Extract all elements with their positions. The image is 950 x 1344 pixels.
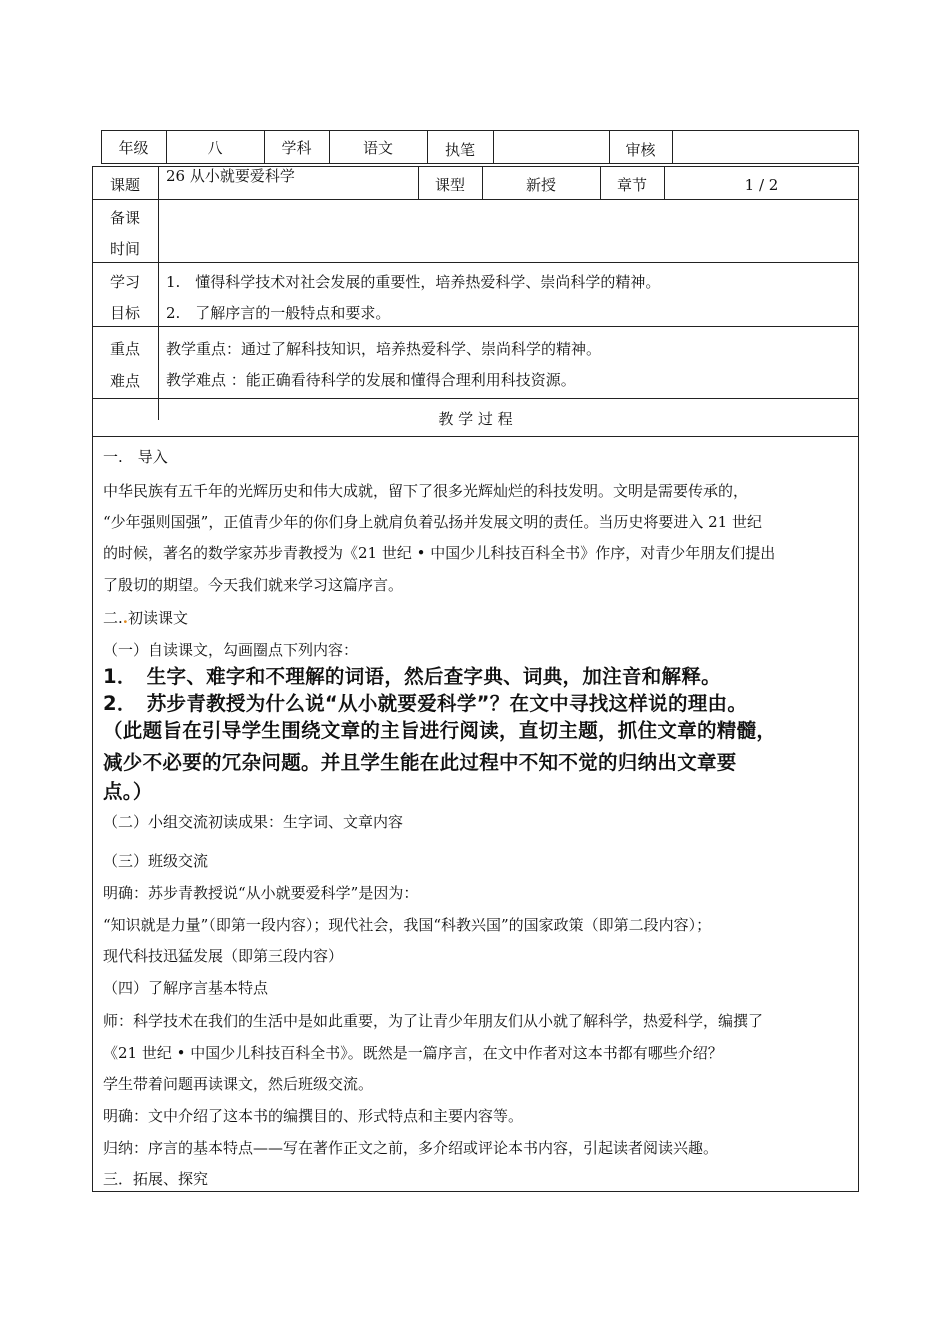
bold-line: 1． 生字、难字和不理解的词语，然后查字典、词典，加注音和解释。 (103, 665, 721, 688)
key-point-item: 教学难点 ：能正确看待科学的发展和懂得合理利用科技资源。 (166, 371, 576, 389)
divider (92, 326, 859, 327)
sub-heading: （一）自读课文，勾画圈点下列内容： (103, 641, 359, 659)
paragraph-line: 师：科学技术在我们的生活中是如此重要，为了让青少年朋友们从小就了解科学，热爱科学，编撰了 (103, 1012, 764, 1030)
prep-time-label-1: 备课 (109, 208, 140, 227)
author-label: 执笔 (444, 140, 475, 159)
section-number: 二. (103, 609, 123, 627)
objective-item: 2. 了解序言的一般特点和要求。 (166, 304, 391, 322)
paragraph-line: 现代科技迅猛发展（即第三段内容） (103, 947, 344, 965)
section-intro-title: 一. 导入 (103, 448, 168, 466)
divider (92, 262, 859, 263)
type-label: 课型 (434, 176, 465, 194)
orange-dot: . (122, 609, 129, 627)
review-label: 审核 (625, 140, 656, 159)
divider (158, 166, 159, 420)
chapter-label: 章节 (616, 176, 647, 194)
topic-label: 课题 (109, 176, 140, 194)
prep-time-label-2: 时间 (109, 239, 140, 258)
paragraph-line: “知识就是力量”（即第一段内容）；现代社会，我国“科教兴国”的国家政策（即第二段内容）； (103, 916, 712, 934)
divider (92, 436, 859, 437)
paragraph-line: “少年强则国强”，正值青少年的你们身上就肩负着弘扬并发展文明的责任。当历史将要进入 21 世纪 (103, 513, 762, 531)
section-reading-title (103, 607, 188, 628)
grade-label: 年级 (118, 138, 149, 157)
paragraph-line: 明确：文中介绍了这本书的编撰目的、形式特点和主要内容等。 (103, 1107, 524, 1125)
objective-item: 1. 懂得科学技术对社会发展的重要性，培养热爱科学、崇尚科学的精神。 (166, 273, 661, 291)
topic-value: 26 从小就要爱科学 (166, 167, 295, 185)
subject-label: 学科 (281, 138, 312, 157)
author-value (493, 130, 609, 164)
bold-line: 减少不必要的冗杂问题。并且学生能在此过程中不知不觉的归纳出文章要 (103, 751, 737, 774)
chapter-value: 1 / 2 (744, 175, 779, 194)
paragraph-line: 归纳：序言的基本特点——写在著作正文之前，多介绍或评论本书内容，引起读者阅读兴趣。 (103, 1139, 719, 1157)
bold-line: 2． 苏步青教授为什么说“从小就要爱科学”？在文中寻找这样说的理由。 (103, 692, 748, 715)
paragraph-line: 了殷切的期望。今天我们就来学习这篇序言。 (103, 576, 404, 594)
section-extension-title: 三．拓展、探究 (103, 1170, 209, 1188)
sub-heading: （二）小组交流初读成果：生字词、文章内容 (103, 813, 404, 831)
bold-line: 点。） (103, 780, 153, 803)
objectives-label-1: 学习 (109, 272, 140, 291)
divider (92, 398, 859, 399)
section-label: 初读课文 (128, 609, 189, 627)
sub-heading: （三）班级交流 (103, 852, 209, 870)
type-value: 新授 (525, 176, 556, 194)
bold-line: （此题旨在引导学生围绕文章的主旨进行阅读，直切主题，抓住文章的精髓， (103, 719, 777, 742)
subject-value: 语文 (362, 138, 393, 157)
paragraph-line: 的时候，著名的数学家苏步青教授为《21 世纪 • 中国少儿科技百科全书》作序，对青少年朋友们提出 (103, 544, 776, 562)
key-points-label-2: 难点 (109, 371, 140, 390)
key-point-item: 教学重点：通过了解科技知识，培养热爱科学、崇尚科学的精神。 (166, 340, 602, 358)
paragraph-line: 明确：苏步青教授说“从小就要爱科学”是因为： (103, 884, 419, 902)
paragraph-line: 中华民族有五千年的光辉历史和伟大成就，留下了很多光辉灿烂的科技发明。文明是需要传承的， (103, 482, 749, 500)
paragraph-line: 《21 世纪 • 中国少儿科技百科全书》。既然是一篇序言，在文中作者对这本书都有哪些介绍？ (103, 1044, 723, 1062)
sub-heading: （四）了解序言基本特点 (103, 979, 269, 997)
objectives-label-2: 目标 (109, 303, 140, 322)
process-title: 教 学 过 程 (438, 409, 513, 428)
grade-value: 八 (207, 138, 223, 157)
paragraph-line: 学生带着问题再读课文，然后班级交流。 (103, 1075, 374, 1093)
key-points-label-1: 重点 (109, 339, 140, 358)
review-value (672, 130, 859, 164)
